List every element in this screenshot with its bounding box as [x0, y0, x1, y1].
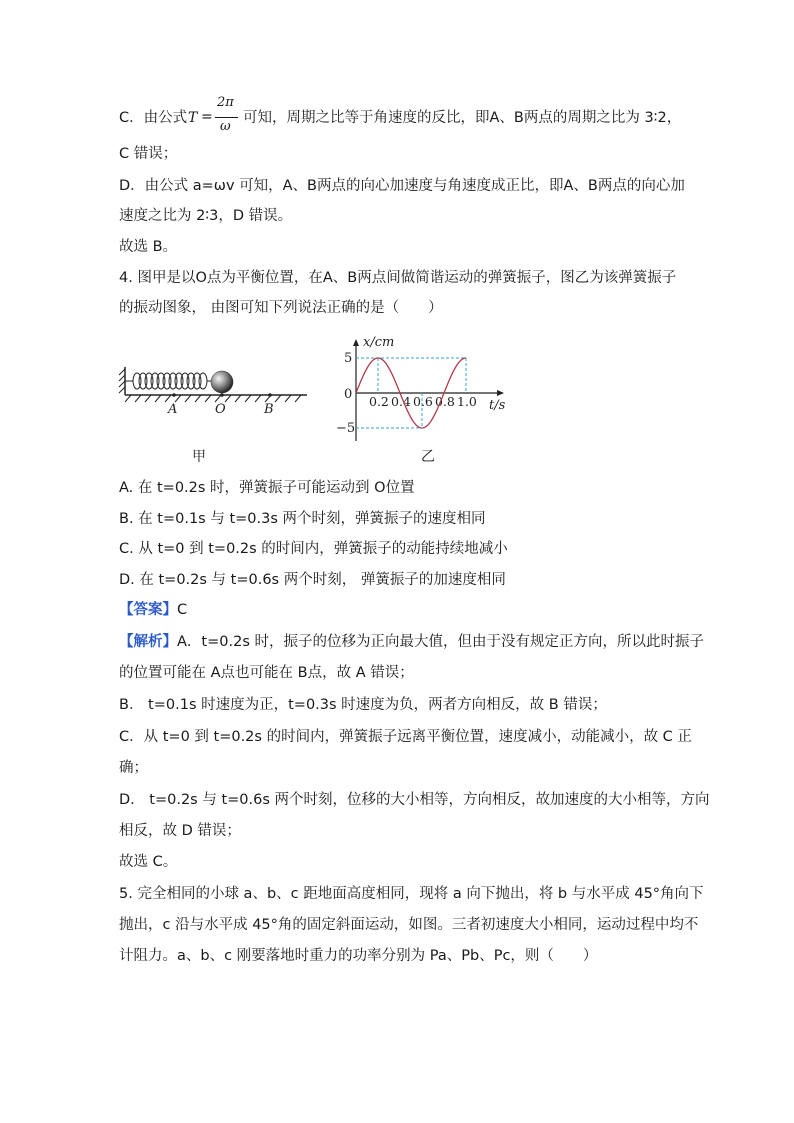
y-axis-label: x/cm [363, 335, 395, 350]
answer-tag: 【答案】 [119, 602, 177, 618]
oscillator-ball [211, 371, 233, 393]
x-axis-arrow [497, 390, 504, 396]
question-4-line2: 的振动图象， 由图可知下列说法正确的是（ ） [119, 300, 443, 316]
x-tick-label: 1.0 [457, 394, 477, 409]
paragraph-d-line2: 速度之比为 2∶3，D 错误。 [119, 208, 293, 224]
conclusion-1: 故选 B。 [119, 239, 178, 255]
analysis-line4: C．从 t=0 到 t=0.2s 的时间内，弹簧振子远离平衡位置，速度减小，动能减小，故 C 正 [119, 729, 692, 745]
formula-denominator: ω [220, 119, 231, 134]
question-4-line1: 4. 图甲是以O点为平衡位置，在A、B两点间做简谐运动的弹簧振子，图乙为该弹簧振子 [119, 270, 677, 286]
x-tick-label: 0.2 [369, 394, 389, 409]
label-A: A [168, 402, 178, 417]
x-tick-label: 0.8 [435, 394, 455, 409]
caption-jia: 甲 [192, 449, 206, 465]
question-5-line2: 抛出，c 沿与水平成 45°角的固定斜面运动，如图。三者初速度大小相同，运动过程中均不 [119, 917, 699, 933]
wall-hatch [119, 369, 125, 393]
analysis-a1: A．t=0.2s 时，振子的位移为正向最大值，但由于没有规定正方向，所以此时振子 [177, 634, 704, 650]
caption-yi: 乙 [421, 449, 435, 465]
question-5-line3: 计阻力。a、b、c 刚要落地时重力的功率分别为 Pa、Pb、Pc，则（ ） [119, 948, 598, 964]
option-b: B. 在 t=0.1s 与 t=0.3s 两个时刻，弹簧振子的速度相同 [119, 511, 486, 527]
analysis-line1 [119, 632, 704, 652]
analysis-line5: 确； [119, 760, 148, 776]
c-prefix: C．由公式 [119, 110, 188, 126]
analysis-line7: 相反，故 D 错误； [119, 823, 241, 839]
y-tick-neg5: −5 [336, 421, 356, 436]
answer-line [119, 600, 187, 620]
analysis-line3: B． t=0.1s 时速度为正，t=0.3s 时速度为负，两者方向相反，故 B 错误； [119, 697, 607, 713]
label-O: O [215, 402, 226, 417]
analysis-tag: 【解析】 [119, 634, 177, 650]
point-A-dot [172, 393, 176, 397]
x-tick-label: 0.6 [413, 394, 433, 409]
spring [125, 373, 213, 389]
point-O-dot [220, 393, 224, 397]
floor-hatch [125, 395, 301, 402]
formula-equals: = [201, 109, 213, 125]
question-5-line1: 5. 完全相同的小球 a、b、c 距地面高度相同，现将 a 向下抛出，将 b 与水平成 45°角向下 [119, 886, 704, 902]
option-a: A. 在 t=0.2s 时，弹簧振子可能运动到 O位置 [119, 480, 415, 496]
y-axis-arrow [353, 339, 359, 346]
conclusion-2: 故选 C。 [119, 854, 178, 870]
paragraph-c-line1-rest [243, 108, 681, 128]
analysis-line2: 的位置可能在 A点也可能在 B点，故 A 错误； [119, 665, 414, 681]
paragraph-d-line1: D．由公式 a=ωv 可知，A、B两点的向心加速度与角速度成正比，即A、B两点的向心加 [119, 178, 685, 194]
option-c: C. 从 t=0 到 t=0.2s 的时间内，弹簧振子的动能持续地减小 [119, 541, 508, 557]
c-post: 可知，周期之比等于角速度的反比，即A、B两点的周期之比为 3∶2， [243, 110, 682, 126]
analysis-line6: D． t=0.2s 与 t=0.6s 两个时刻，位移的大小相等，方向相反，故加速度的大小相等，方向 [119, 792, 710, 808]
x-tick-label: 0.4 [391, 394, 411, 409]
formula-numerator: 2π [217, 95, 234, 110]
x-axis-label: t/s [489, 398, 506, 413]
point-B-dot [268, 393, 272, 397]
fraction-bar [215, 117, 238, 118]
x-tick-labels [369, 394, 477, 409]
paragraph-c-line2: C 错误； [119, 146, 178, 162]
option-d: D. 在 t=0.2s 与 t=0.6s 两个时刻， 弹簧振子的加速度相同 [119, 572, 506, 588]
formula-T: T [188, 110, 198, 126]
answer-value: C [177, 602, 188, 618]
y-tick-0: 0 [344, 387, 353, 402]
figure-jia [115, 355, 315, 465]
label-B: B [264, 402, 274, 417]
y-tick-5: 5 [344, 351, 353, 366]
paragraph-c-line1 [119, 108, 187, 128]
